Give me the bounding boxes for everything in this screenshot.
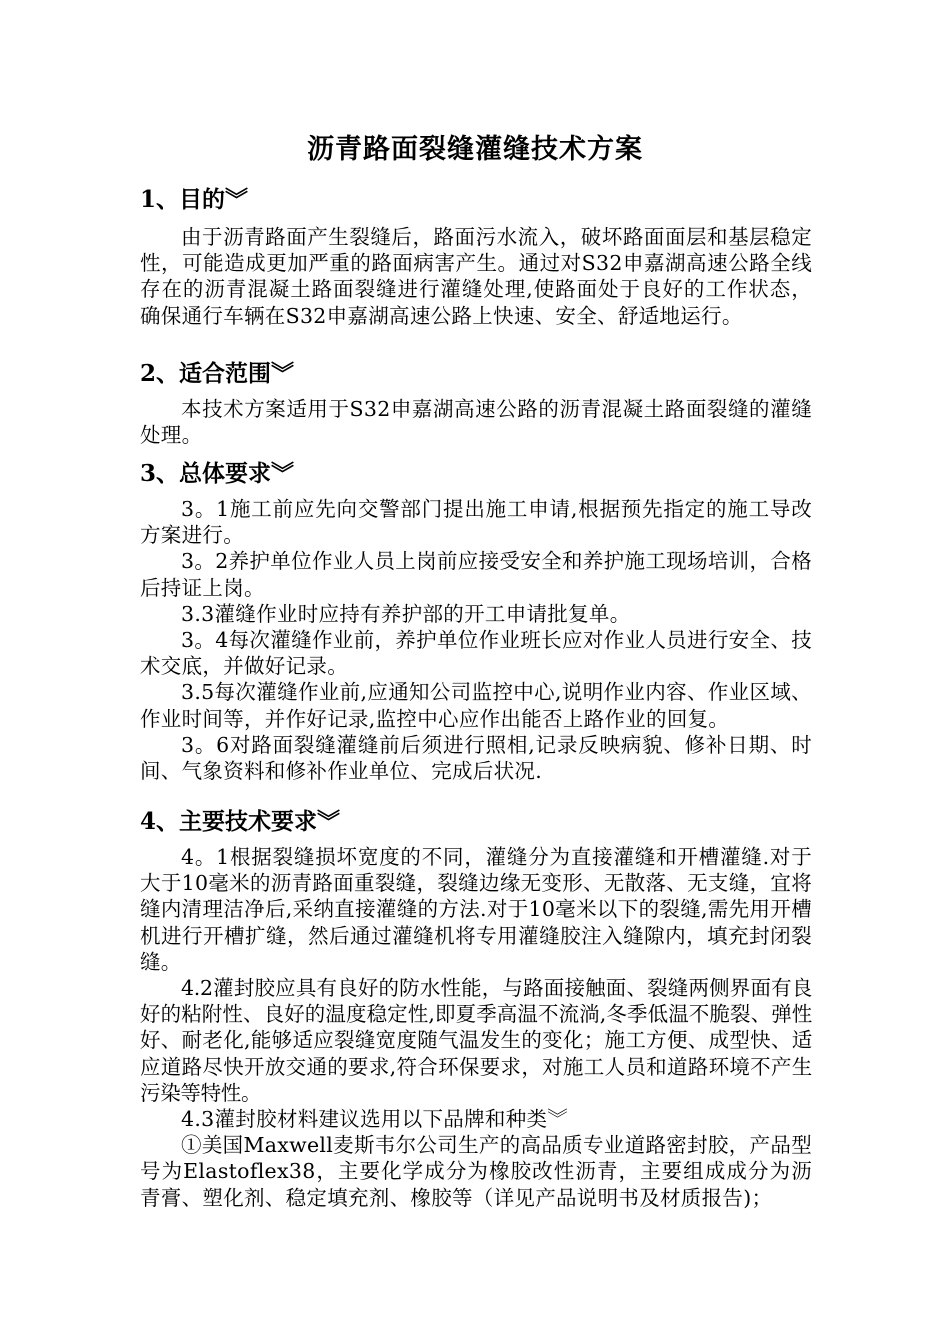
section-heading-general: 3、总体要求︾ (140, 460, 295, 487)
paragraph-technical-4-2: 4.2灌封胶应具有良好的防水性能，与路面接触面、裂缝两侧界面有良好的粘附性、良好的温度稳定性,即夏季高温不流淌,冬季低温不脆裂、弹性好、耐老化,能够适应裂缝宽度随气温发生的变化；施工方便、成型快、适应道路尽快开放交通的要求,符合环保要求，对施工人员和道路环境不产生污染等特性。 (140, 976, 812, 1105)
paragraph-general-3-5: 3.5每次灌缝作业前,应通知公司监控中心,说明作业内容、作业区域、作业时间等，并作好记录,监控中心应作出能否上路作业的回复。 (140, 680, 812, 731)
section-scope (140, 358, 820, 448)
section-heading-technical: 4、主要技术要求︾ (140, 808, 341, 835)
section-technical-requirements (140, 806, 820, 1211)
section-purpose (140, 184, 820, 329)
section-general-requirements (140, 458, 820, 784)
paragraph-general-3-4: 3。4每次灌缝作业前，养护单位作业班长应对作业人员进行安全、技术交底，并做好记录。 (140, 628, 812, 679)
paragraph-technical-4-3: 4.3灌封胶材料建议选用以下品牌和种类︾ (181, 1107, 569, 1132)
paragraph-purpose: 由于沥青路面产生裂缝后，路面污水流入，破坏路面面层和基层稳定性，可能造成更加严重的路面病害产生。通过对S32申嘉湖高速公路全线存在的沥青混凝土路面裂缝进行灌缝处理,使路面处于良好的工作状态，确保通行车辆在S32申嘉湖高速公路上快速、安全、舒适地运行。 (140, 225, 812, 328)
paragraph-general-3-3: 3.3灌缝作业时应持有养护部的开工申请批复单。 (181, 601, 631, 626)
section-heading-scope: 2、适合范围︾ (140, 360, 295, 387)
section-heading-purpose: 1、目的︾ (140, 186, 249, 213)
paragraph-general-3-2: 3。2养护单位作业人员上岗前应接受安全和养护施工现场培训，合格后持证上岗。 (140, 549, 812, 600)
paragraph-technical-4-3-1: ①美国Maxwell麦斯韦尔公司生产的高品质专业道路密封胶，产品型号为Elastoflex38，主要化学成分为橡胶改性沥青，主要组成成分为沥青膏、塑化剂、稳定填充剂、橡胶等（详见产品说明书及材质报告)； (140, 1133, 812, 1210)
paragraph-general-3-6: 3。6对路面裂缝灌缝前后须进行照相,记录反映病貌、修补日期、时间、气象资料和修补作业单位、完成后状况. (140, 732, 812, 784)
paragraph-general-3-1: 3。1施工前应先向交警部门提出施工申请,根据预先指定的施工导改方案进行。 (140, 497, 812, 548)
paragraph-scope: 本技术方案适用于S32申嘉湖高速公路的沥青混凝土路面裂缝的灌缝处理。 (140, 397, 812, 448)
paragraph-technical-4-1: 4。1根据裂缝损坏宽度的不同，灌缝分为直接灌缝和开槽灌缝.对于大于10毫米的沥青路面重裂缝，裂缝边缘无变形、无散落、无支缝，宜将缝内清理洁净后,采纳直接灌缝的方法.对于10毫米以下的裂缝,需先用开槽机进行开槽扩缝，然后通过灌缝机将专用灌缝胶注入缝隙内，填充封闭裂缝。 (140, 845, 812, 974)
document-title: 沥青路面裂缝灌缝技术方案 (307, 134, 643, 165)
